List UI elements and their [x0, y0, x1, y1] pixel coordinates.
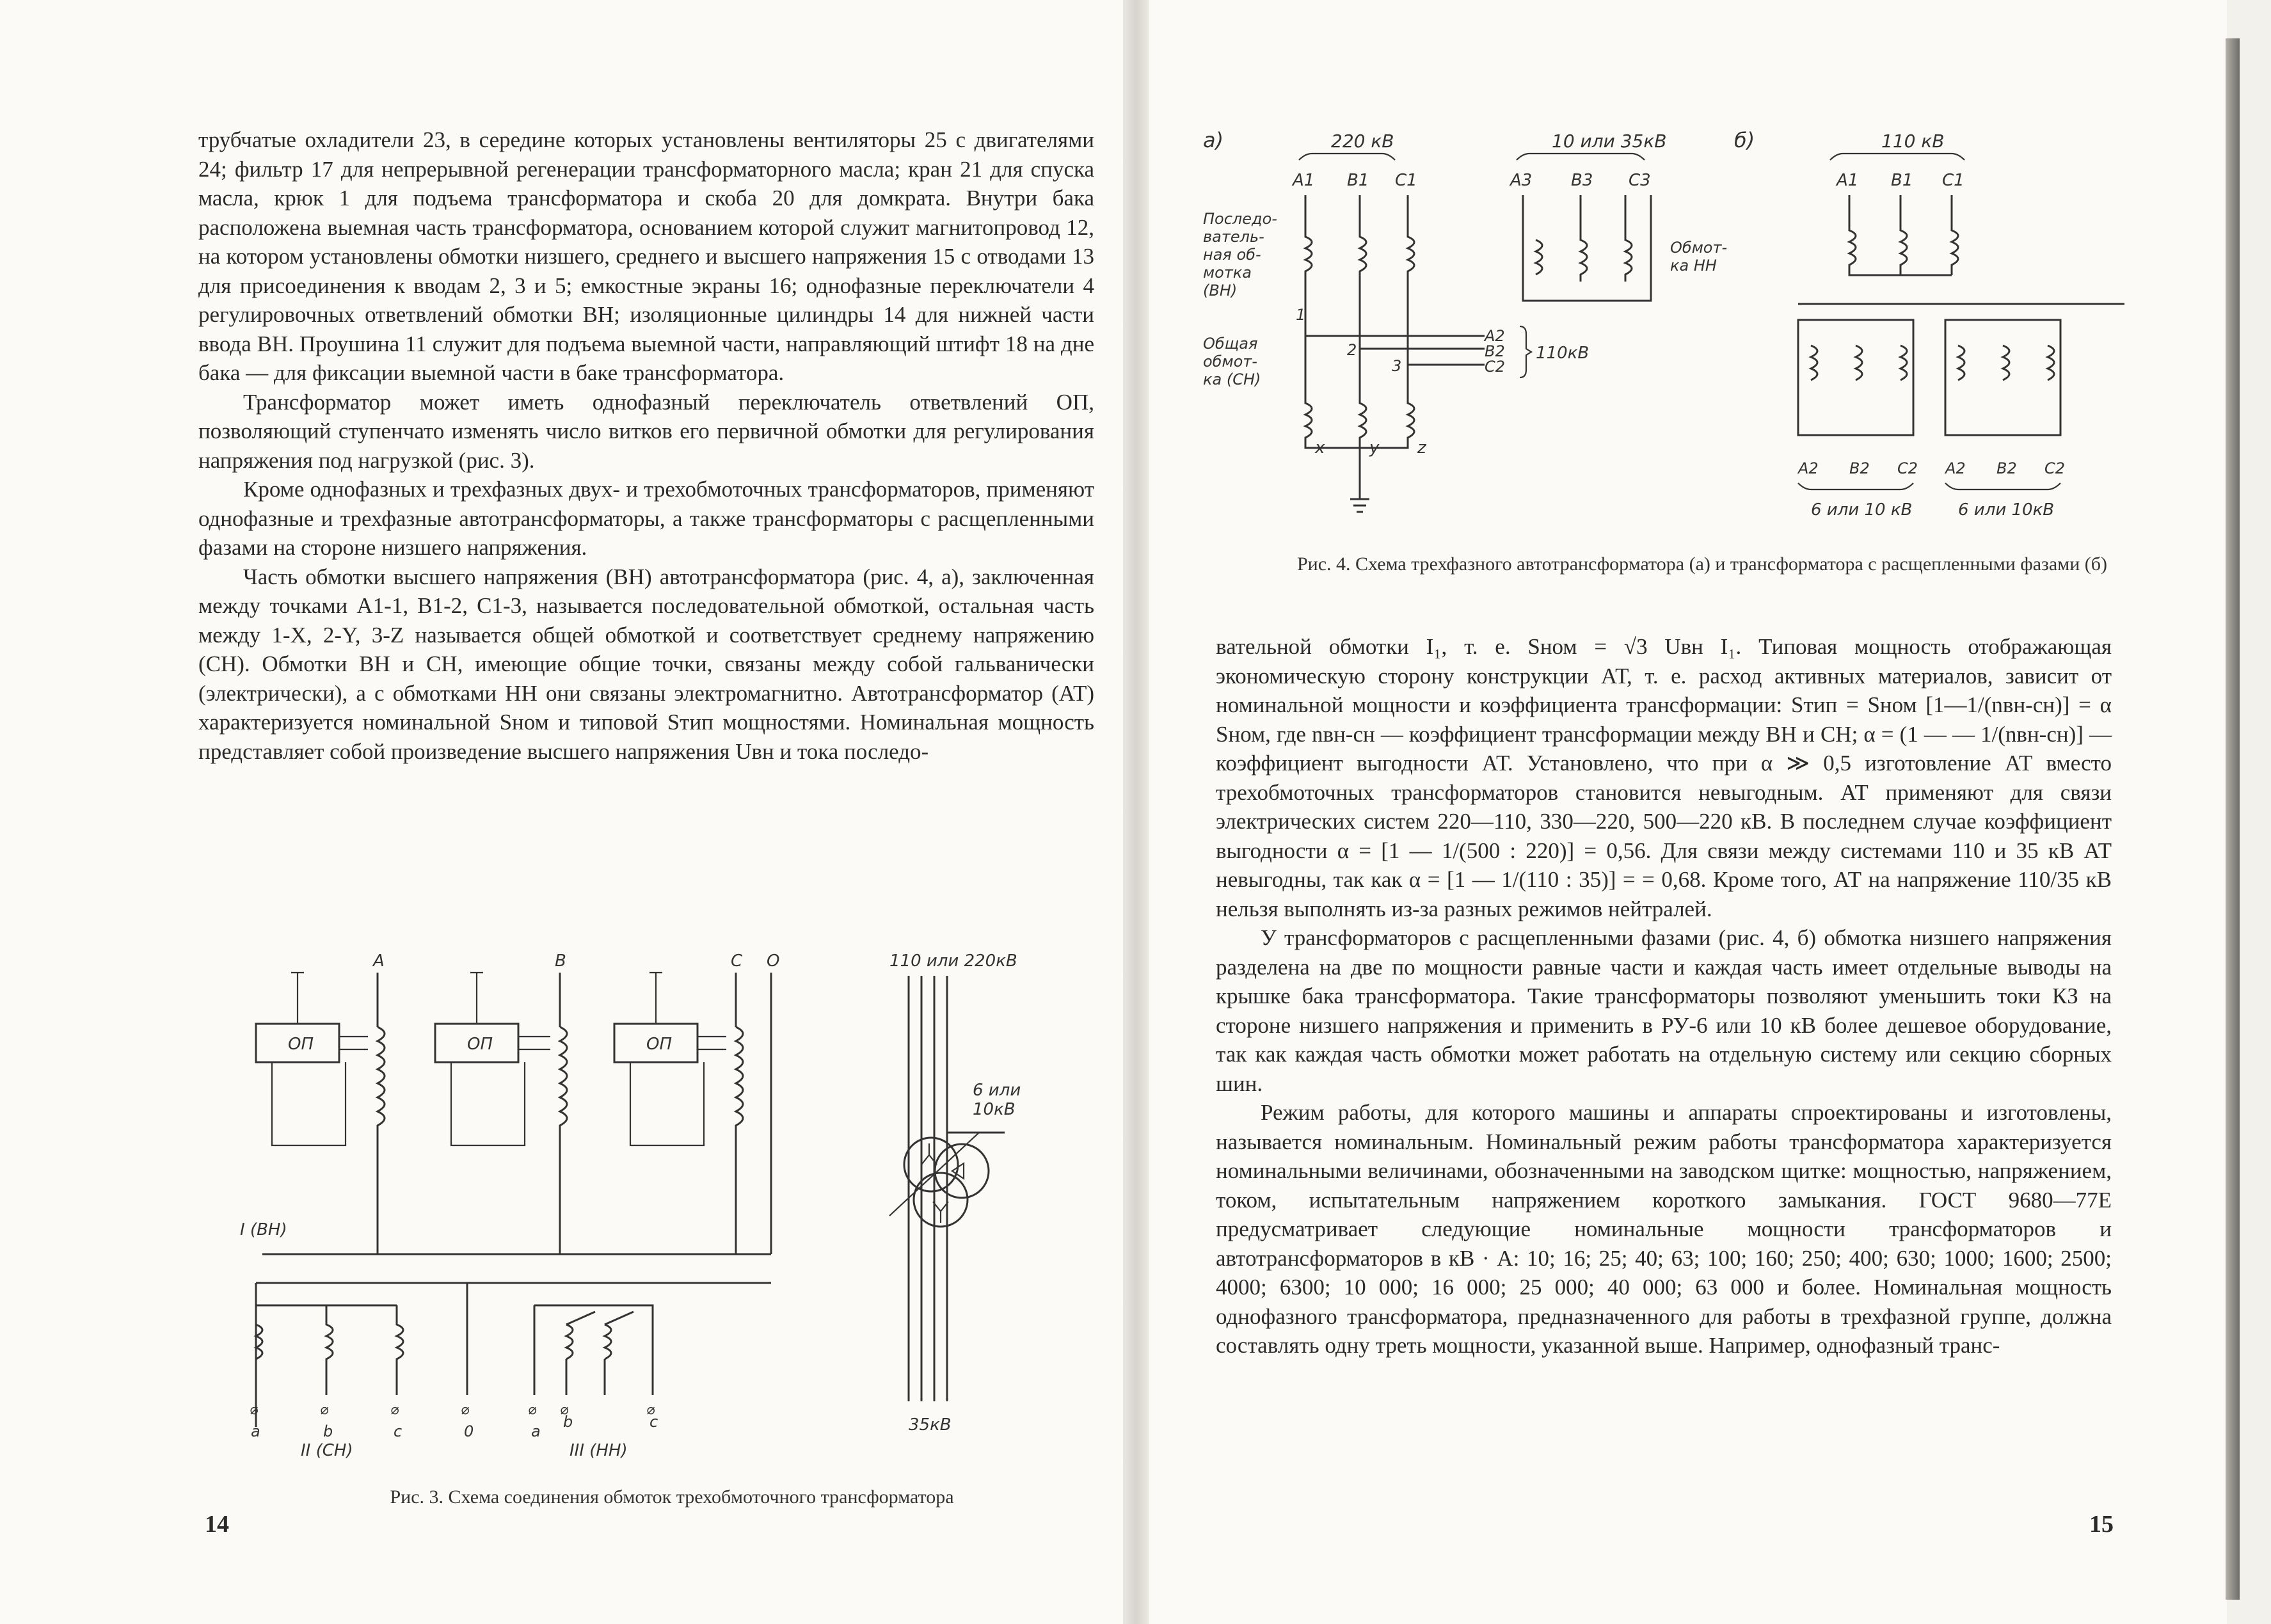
ground-symbol — [1350, 467, 1369, 512]
terminal-B2: B2 — [1849, 459, 1870, 477]
node-3: 3 — [1392, 357, 1402, 375]
winding-III-label: III (НН) — [570, 1441, 628, 1460]
node-1: 1 — [1296, 306, 1306, 324]
bus-lv-label: 6 или — [973, 1081, 1021, 1100]
terminal-label-b: b — [563, 1413, 573, 1431]
terminal-label-c: c — [394, 1422, 402, 1440]
terminal-C1: C1 — [1395, 171, 1417, 190]
coil — [560, 1027, 567, 1254]
book-gutter — [1123, 0, 1149, 1624]
terminal-A2: A2 — [1798, 459, 1819, 477]
coil — [397, 1305, 403, 1395]
voltage-220: 220 кВ — [1331, 131, 1394, 152]
node-2: 2 — [1347, 341, 1357, 359]
terminal-label-0: 0 — [464, 1422, 474, 1440]
op-label: ОП — [646, 1035, 673, 1054]
terminal-label-a: a — [251, 1422, 260, 1440]
right-body-text — [1216, 632, 2112, 1360]
terminal-C2: C2 — [2044, 459, 2066, 477]
phase-a-winding — [1305, 195, 1389, 448]
terminal-B2: B2 — [1485, 342, 1505, 360]
terminal: ⌀ — [646, 1402, 655, 1418]
terminal-B3: B3 — [1571, 171, 1593, 190]
panel-a-autotransformer — [1203, 128, 1727, 512]
lv-coils — [1536, 195, 1632, 282]
brace — [1798, 483, 2060, 490]
hv-winding-group — [240, 951, 779, 1254]
figure-3-caption: Рис. 3. Схема соединения обмоток трехобмоточного трансформатора — [390, 1486, 954, 1508]
terminal-B1: B1 — [1347, 171, 1369, 190]
coil — [378, 1027, 385, 1254]
bus-hv-label: 110 или 220кВ — [889, 951, 1017, 971]
coil — [326, 1305, 333, 1395]
terminal-label-c: c — [649, 1413, 658, 1431]
terminal-C3: C3 — [1629, 171, 1651, 190]
brace — [1517, 154, 1645, 160]
phase-b-winding — [1360, 195, 1366, 467]
paragraph: вательной обмотки I₁, т. е. Sном = √3 Uвн I₁. Типовая мощность отображающая экономическую сторону конструкции АТ, т. е. расход активных материалов, зависит от номинальной мощности и коэффициента трансформации: Sтип = Sном [1—1/(nвн-сн)] = α Sном, где nвн-сн — коэффициент трансформации между ВН и СН; α = (1 — — 1/(nвн-сн)] — коэффициент выгодности АТ. Установлено, что при α ≫ 0,5 изготовление АТ вместо трехобмоточных трансформаторов становится невыгодным. АТ применяют для связи электрических систем 220—110, 330—220, 500—220 кВ. В последнем случае коэффициент выгодности α = [1 — 1/(500 : 220)] = 0,56. Для связи между системами 110 и 35 кВ АТ невыгодны, так как α = [1 — 1/(110 : 35)] = = 0,68. Кроме того, АТ на напряжение 110/35 кВ нельзя выполнять из-за разных режимов нейтралей. — [1216, 634, 2112, 921]
brace — [1830, 154, 1964, 160]
terminal-label-A: A — [373, 951, 385, 971]
terminal: ⌀ — [560, 1402, 569, 1418]
coil — [566, 1325, 611, 1359]
terminal-A2: A2 — [1485, 327, 1505, 345]
paragraph: Режим работы, для которого машины и аппараты спроектированы и изготовлены, называется номинальным. Номинальный режим работы трансформатора характеризуется номинальными величинами, обозначенными на заводском щитке: мощностью, напряжением, током, испытательным напряжением короткого замыкания. ГОСТ 9680—77Е предусматривает следующие номинальные мощности трансформаторов и автотрансформаторов в кВ · А: 10; 16; 25; 40; 63; 100; 160; 250; 400; 630; 1000; 1600; 2500; 4000; 6300; 10 000; 16 000; 25 000; 40 000; 63 000 и более. Номинальная мощность однофазного трансформатора, предназначенного для работы в трехфазной группе, должна составлять одну треть мощности, указанной выше. Например, однофазный транс- — [1216, 1100, 2112, 1358]
paragraph: У трансформаторов с расщепленными фазами (рис. 4, б) обмотка низшего напряжения разделена на две по мощности равные части и каждая часть имеет отдельные выводы на крышке бака трансформатора. Такие трансформаторы позволяют уменьшить токи КЗ на стороне низшего напряжения и применить в РУ-6 или 10 кВ более дешевое оборудование, так как каждая часть обмотки может работать на отдельную систему или секцию сборных шин. — [1216, 925, 2112, 1096]
terminal-label-b: b — [323, 1422, 333, 1440]
paragraph: Трансформатор может иметь однофазный переключатель ответвлений ОП, позволяющий ступенчато изменять число витков его первичной обмотки для регулирования напряжения под нагрузкой (рис. 3). — [198, 389, 1094, 473]
voltage-110-out: 110кВ — [1536, 344, 1590, 363]
panel-label-b: б) — [1734, 128, 1755, 152]
terminal-C1: C1 — [1942, 171, 1964, 190]
tap-loop — [272, 1062, 346, 1145]
paragraph: Кроме однофазных и трехфазных двух- и трехобмоточных трансформаторов, применяют однофазные и трехфазные автотрансформаторы, а также трансформаторы с расщепленными фазами на стороне низшего напряжения. — [198, 477, 1094, 560]
lv-winding-label: ка НН — [1670, 257, 1717, 275]
tap-loop — [630, 1062, 704, 1145]
delta-frame — [534, 1305, 653, 1395]
common-winding-label: ка (СН) — [1203, 370, 1261, 388]
bus-lv-label: 10кВ — [973, 1100, 1016, 1119]
series-winding-label: ватель- — [1203, 228, 1264, 246]
figure-4-caption: Рис. 4. Схема трехфазного автотрансформатора (а) и трансформатора с расщепленными фазами (б) — [1296, 553, 2108, 575]
terminal-B2: B2 — [1996, 459, 2017, 477]
winding-circle — [904, 1138, 958, 1191]
terminal: ⌀ — [320, 1402, 329, 1418]
delta-link — [566, 1312, 633, 1395]
op-label: ОП — [288, 1035, 314, 1054]
bus-mv-label: 35кВ — [909, 1415, 952, 1435]
left-body-text — [198, 125, 1094, 766]
terminal-A3: A3 — [1510, 171, 1533, 190]
terminal-C2: C2 — [1485, 358, 1506, 376]
terminal-label-B: B — [555, 951, 566, 971]
voltage-10-35: 10 или 35кВ — [1552, 131, 1667, 152]
brace — [1299, 154, 1395, 160]
paragraph: Часть обмотки высшего напряжения (ВН) автотрансформатора (рис. 4, а), заключенная между точками A1-1, B1-2, C1-3, называется последовательной обмоткой, остальная часть между 1-X, 2-Y, 3-Z называется общей обмоткой и соответствует среднему напряжению (СН). Обмотки ВН и СН, имеющие общие точки, связаны между собой гальванически (электрически), а с обмотками НН они связаны электромагнитно. Автотрансформатор (АТ) характеризуется номинальной Sном и типовой Sтип мощностями. Номинальная мощность представляет собой произведение высшего напряжения Uвн и тока последо- — [198, 564, 1094, 764]
terminal-A2: A2 — [1945, 459, 1966, 477]
panel-label-a: а) — [1203, 128, 1224, 152]
terminal-B1: B1 — [1891, 171, 1913, 190]
node-z: z — [1417, 438, 1426, 458]
winding-I-label: I (ВН) — [240, 1220, 287, 1239]
terminal-C2: C2 — [1897, 459, 1918, 477]
page-number: 14 — [205, 1511, 229, 1538]
terminal: ⌀ — [528, 1402, 537, 1418]
terminal-A1: A1 — [1293, 171, 1315, 190]
split-voltage-right: 6 или 10кВ — [1958, 500, 2055, 520]
series-winding-label: (ВН) — [1203, 282, 1238, 299]
winding-marks — [921, 1143, 964, 1223]
lv-winding-label: Обмот- — [1670, 239, 1728, 257]
brace — [1520, 326, 1531, 378]
figure-4-diagram — [1203, 128, 2131, 537]
phase-lead — [378, 973, 771, 1254]
split-lv-coils — [1811, 346, 2054, 380]
figure-3-diagram — [240, 951, 1075, 1465]
terminal: ⌀ — [390, 1402, 399, 1418]
page-edge-shadow — [2226, 38, 2240, 1600]
terminal: ⌀ — [250, 1402, 259, 1418]
terminal-A1: A1 — [1837, 171, 1859, 190]
terminal-label-a: a — [531, 1422, 541, 1440]
panel-b-split-phase — [1734, 128, 2124, 520]
voltage-110: 110 кВ — [1881, 131, 1945, 152]
hv-star-winding — [1849, 195, 1958, 275]
mv-lv-winding-group — [250, 1283, 771, 1460]
series-winding-label: ная об- — [1203, 246, 1261, 264]
series-winding-label: мотка — [1203, 264, 1252, 282]
node-x: x — [1315, 438, 1325, 458]
tap-loop — [451, 1062, 525, 1145]
split-lv-frames — [1798, 320, 2060, 435]
common-winding-label: Общая — [1203, 335, 1258, 353]
winding-II-label: II (СН) — [301, 1441, 353, 1460]
transformer-symbol-group — [889, 951, 1021, 1435]
terminal-label-C: C — [731, 951, 743, 971]
op-label: ОП — [467, 1035, 493, 1054]
box-lead — [298, 973, 656, 1024]
terminal: ⌀ — [461, 1402, 470, 1418]
node-y: y — [1369, 438, 1380, 458]
terminal-label-O: O — [767, 951, 780, 971]
split-voltage-left: 6 или 10 кВ — [1811, 500, 1913, 520]
common-winding-label: обмот- — [1203, 353, 1257, 370]
phase-c-winding — [1360, 195, 1414, 448]
winding-circle — [935, 1144, 989, 1198]
coil — [736, 1027, 743, 1254]
series-winding-label: Последо- — [1203, 210, 1277, 228]
paragraph: трубчатые охладители 23, в середине которых установлены вентиляторы 25 с двигателями 24; фильтр 17 для непрерывной регенерации трансформаторного масла; кран 21 для спуска масла, крюк 1 для подъема трансформатора и скоба 20 для домкрата. Внутри бака расположена выемная часть трансформатора, основанием которой служит магнитопровод 12, на котором установлены обмотки низшего, среднего и высшего напряжения 15 с отводами 13 для присоединения к вводам 2, 3 и 5; емкостные экраны 16; однофазные переключатели 4 регулировочных ответвлений обмотки ВН; изоляционные цилиндры 14 для нижней части ввода ВН. Проушина 11 служит для подъема выемной части, направляющий штифт 18 на дне бака — для фиксации выемной части в баке трансформатора. — [198, 127, 1094, 385]
page-number: 15 — [2089, 1511, 2114, 1538]
